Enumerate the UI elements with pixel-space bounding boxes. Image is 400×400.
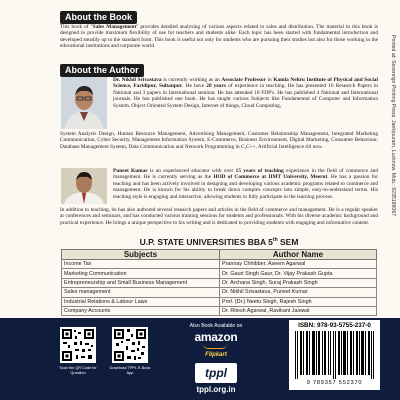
table-row — [62, 297, 377, 306]
book-text-part: " provides detailed analysing of various aspects related to sales and distribution. The material in this book is designed to provide maximum flexibility of use for teachers and students alike. Each topic has been started with fundamental introduction and developed steadily up to the standard form. This book is useful not only for students who are pursuing their studies but also for those working in the educational institutions and corporate world. — [60, 24, 378, 50]
subject-cell: Marketing Communication — [62, 269, 220, 278]
syllabus-table-title — [60, 237, 378, 247]
author-experience: 20 years — [206, 83, 226, 90]
author-institute: Kamla Nehru Institute of Physical and Social Science, Faridipur, Sultanpur — [113, 77, 378, 90]
available-on-text: Also Book Available on — [189, 323, 243, 329]
table-row — [62, 306, 377, 315]
author-cell: Prannay Chhibber, Aseem Agarwal — [220, 260, 377, 269]
author-bio-puneet-kumar — [113, 168, 378, 200]
amazon-logo[interactable]: amazon — [194, 330, 238, 344]
subject-cell: Income Tax — [62, 260, 220, 269]
footer-bar — [0, 318, 400, 400]
author-name: Puneet Kumar — [113, 168, 148, 174]
bio-text: . He have — [182, 83, 207, 90]
question-qr-code[interactable] — [60, 327, 96, 363]
table-title-superscript: th — [272, 237, 278, 244]
author-cell: Dr. Ritesh Agarwal, Ravikant Jaiswal — [220, 306, 377, 315]
subject-cell: Company Accounts — [62, 306, 220, 315]
ebook-app-qr-code[interactable] — [112, 327, 148, 363]
table-title-text: U.P. STATE UNIVERSITIES BBA 5 — [139, 237, 273, 247]
bio-text: experience in the field of commerce and management. He is currently serving as the — [113, 168, 379, 181]
isbn-barcode-box — [289, 320, 380, 390]
subject-cell: Entrepreneurship and Small Business Management — [62, 278, 220, 287]
flipkart-logo[interactable]: Flipkart — [205, 352, 227, 358]
publisher-logo: tppl — [195, 363, 237, 383]
bio-text: is currently working as an — [161, 77, 222, 83]
author-role: Associate Professor — [221, 77, 266, 83]
qr-code-icon — [112, 327, 148, 363]
column-header-author-name: Author Name — [220, 250, 377, 260]
table-row — [62, 278, 377, 287]
barcode-number: 9 789357 552370 — [306, 380, 363, 386]
subject-cell: Industrial Relations & Labour Laws — [62, 297, 220, 306]
table-row — [62, 288, 377, 297]
amazon-smile-icon — [203, 344, 227, 349]
author-role: HOD of Commerce at IIMT University, Meerut — [213, 174, 328, 181]
bio-text: . He has a passion for teaching and has been actively involved in designing and developing various academic programs related to commerce and management. He is known for his ability to break down complex concepts into simple, easy-to-understand terms. His teaching style is engaging and interactive, allowing students to fully participate in the learning process. — [113, 174, 378, 200]
book-text-part: This book of " — [60, 24, 93, 30]
question-qr-caption: Scan the QR Code for Question — [59, 366, 97, 375]
publisher-website-link[interactable]: tppl.org.in — [196, 385, 236, 394]
bio-text: of experience in teaching. He has presented 16 Research Papers in National and 3 papers in International seminar. He has attended 10 FDP's. He has published 4 National and International journals. He has published one book. He has taught various Subjects like Fundamental of Computer and Information System. Object Oriented System Design, Internet of things, Cloud Computing, — [113, 83, 378, 109]
book-title: Sales Management — [92, 24, 137, 30]
about-the-author-heading: About the Author — [60, 64, 144, 77]
column-header-subjects: Subjects — [62, 250, 220, 260]
qr-code-icon — [60, 327, 96, 363]
author-cell: Dr. Archana Singh, Suraj Prakash Singh — [220, 278, 377, 287]
author-photo-nikhil-srivastava — [61, 77, 107, 129]
author-bio-nikhil-srivastava-continued: System Analysis Design, Human Resource Management, Advertising Management, Customer Relationship Management, Integrated Marketing Communication, Cyber Security, Management Information System, E-Commerce, Business Environment, Digital Marketing, Consumer Behaviour, Database Management System, Data Communication and Network Programming in C,C++, Artificial Intelligence till now. — [60, 131, 378, 150]
isbn-number: ISBN: 978-93-5755-237-0 — [298, 322, 371, 329]
about-the-book-heading: About the Book — [60, 11, 137, 24]
table-row — [62, 260, 377, 269]
author-bio-puneet-kumar-continued: In addition to teaching, he has also authored several research papers and articles in the field of commerce and management. He is a regular speaker at conferences and seminars, and has conducted various training sessions for students and professionals. With his diverse academic background and practical experience. He brings a unique perspective to his writing and is dedicated to providing students with engaging and informative content. — [60, 207, 378, 226]
author-cell: Prof. (Dr.) Neetu Singh, Rajesh Singh — [220, 297, 377, 306]
about-the-book-text — [60, 24, 378, 50]
barcode-icon — [295, 331, 374, 379]
table-title-text: SEM — [277, 237, 299, 247]
ebook-app-caption: Download TPPL E-Book App — [109, 366, 151, 375]
syllabus-table — [61, 249, 377, 316]
author-bio-nikhil-srivastava — [113, 77, 378, 109]
author-name: Dr. Nikhil Srivastava — [113, 77, 162, 83]
author-cell: Dr. Gauri Singh Gaur, Dr. Vijay Prakash Gupta — [220, 269, 377, 278]
table-header-row — [62, 250, 377, 260]
author-cell: Dr. Nikhil Srivastava, Puneet Kumar — [220, 288, 377, 297]
author-experience: 15 years of teaching — [235, 168, 284, 174]
subject-cell: Sales management — [62, 288, 220, 297]
author-photo-puneet-kumar — [61, 168, 107, 204]
bio-text: in — [265, 77, 274, 83]
bio-text: is an experienced educator with over — [147, 168, 236, 174]
table-row — [62, 269, 377, 278]
printer-imprint: Printed at: Sovereign Printing Press, Jankipuram, Lucknow. Mob.: 9235189067 — [390, 35, 396, 217]
